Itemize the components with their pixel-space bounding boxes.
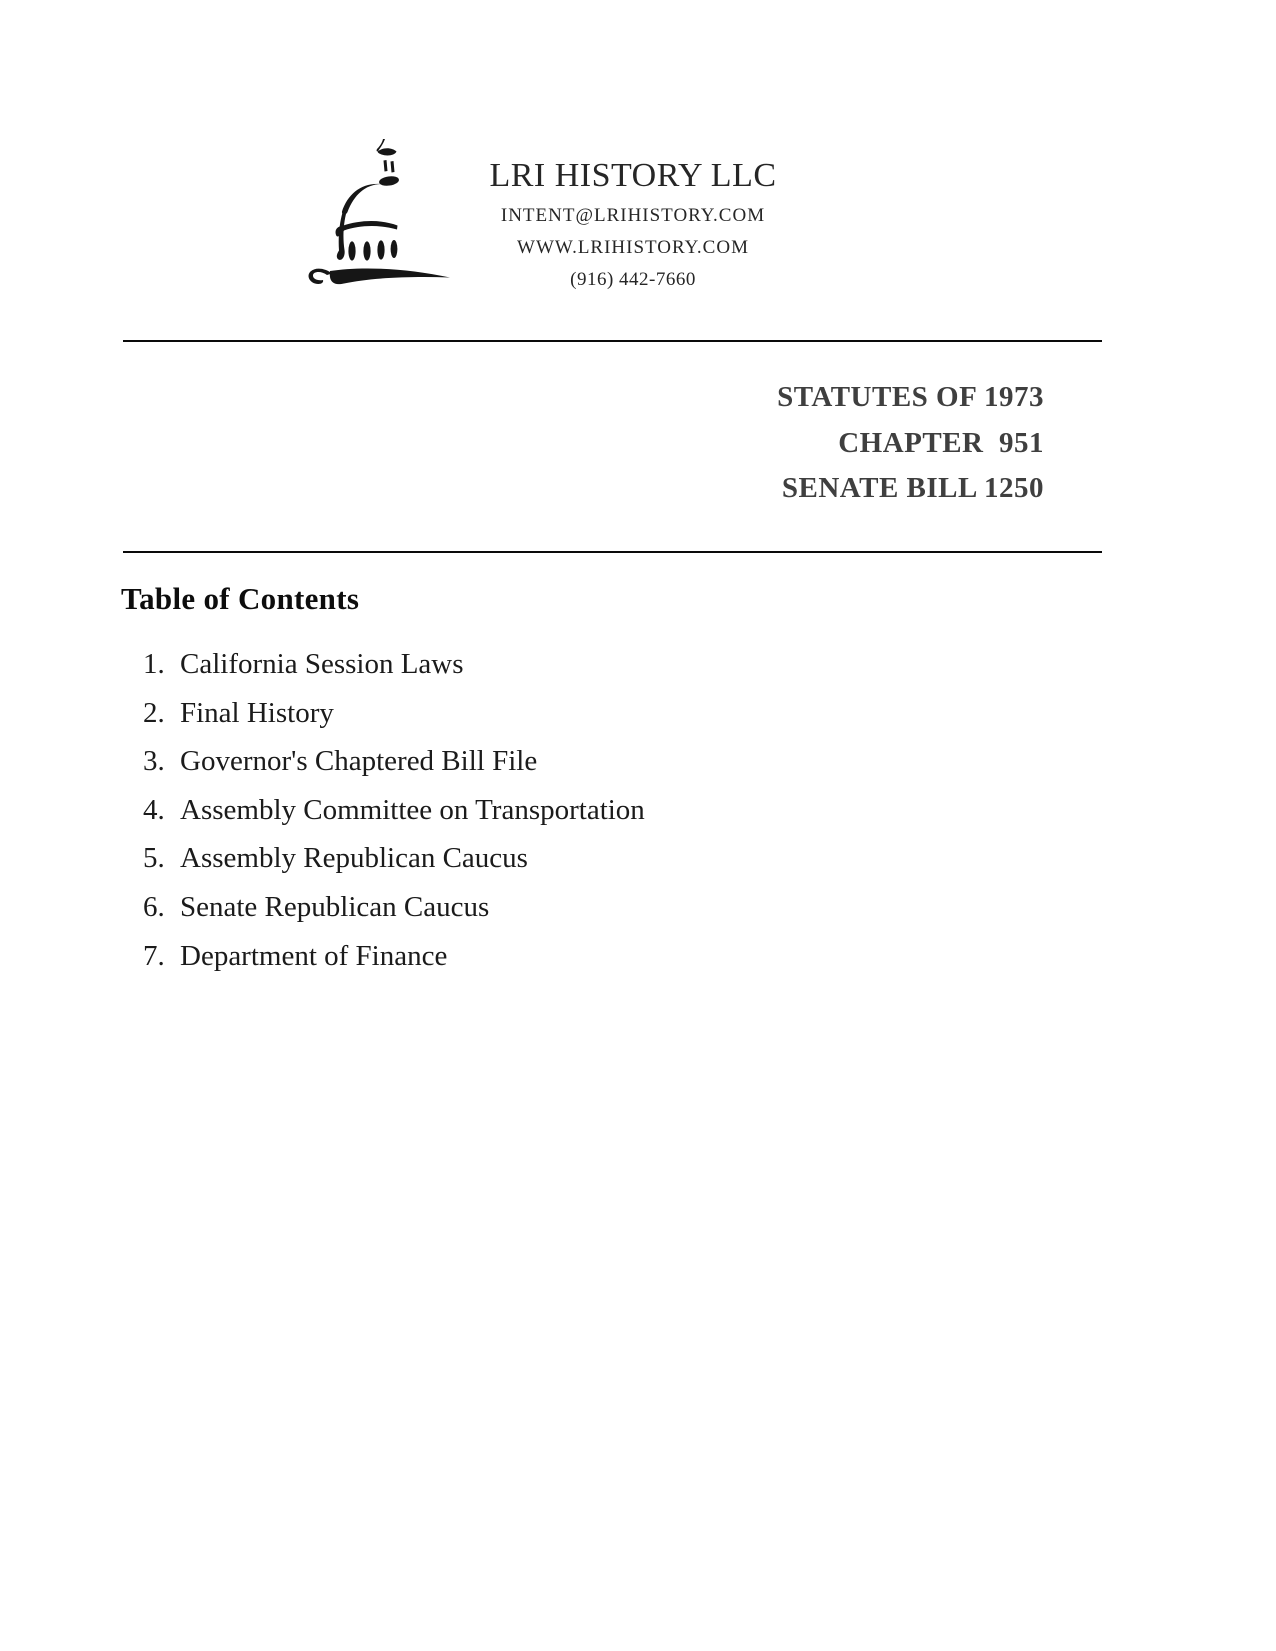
toc-item-label: Final History [180, 696, 334, 729]
toc-item-label: California Session Laws [180, 648, 464, 680]
capitol-dome-logo [299, 134, 451, 292]
toc-item [143, 786, 645, 835]
toc-item-label: Department of Finance [180, 939, 448, 972]
toc-item-number: 5. [143, 842, 165, 875]
statute-title-block [777, 375, 1044, 512]
column-dot-icon [363, 241, 370, 260]
base-hook-icon [309, 269, 332, 284]
toc-item [143, 834, 645, 883]
chapter-line: CHAPTER 951 [838, 426, 1044, 459]
toc-item-number: 2. [143, 696, 165, 729]
toc-item-number: 1. [143, 648, 165, 680]
statutes-year-line: STATUTES OF 1973 [777, 381, 1044, 413]
company-phone: (916) 442-7660 [570, 269, 696, 290]
company-website: WWW.LRIHISTORY.COM [517, 237, 749, 258]
horizontal-rule-bottom [123, 551, 1102, 553]
letterhead [433, 154, 833, 296]
toc-item-label: Assembly Republican Caucus [180, 842, 528, 875]
company-name: LRI HISTORY LLC [489, 157, 777, 194]
company-email: INTENT@LRIHISTORY.COM [500, 205, 766, 226]
toc-item [143, 640, 645, 689]
toc-item-label: Senate Republican Caucus [180, 890, 490, 923]
toc-item-label: Assembly Committee on Transportation [180, 793, 645, 826]
column-dot-icon [377, 240, 384, 259]
toc-item-number: 7. [143, 939, 165, 972]
flag-icon [377, 139, 397, 156]
column-dot-icon [348, 241, 355, 260]
column-dot-icon [391, 240, 398, 258]
lantern-base-icon [378, 175, 399, 187]
toc-list [143, 640, 645, 980]
toc-heading: Table of Contents [121, 581, 360, 616]
toc-item-number: 4. [143, 793, 165, 826]
toc-item [143, 883, 645, 932]
toc-item-number: 6. [143, 890, 165, 923]
toc-item-label: Governor's Chaptered Bill File [180, 745, 538, 778]
cornice-stroke-icon [336, 221, 398, 236]
toc-item [143, 689, 645, 738]
toc-item [143, 932, 645, 981]
base-swoosh-icon [330, 268, 450, 284]
dome-stroke-icon [342, 184, 381, 215]
lantern-dashes-icon [384, 160, 395, 173]
horizontal-rule-top [123, 340, 1102, 342]
senate-bill-line: SENATE BILL 1250 [781, 472, 1044, 504]
toc-item [143, 737, 645, 786]
toc-item-number: 3. [143, 745, 165, 778]
